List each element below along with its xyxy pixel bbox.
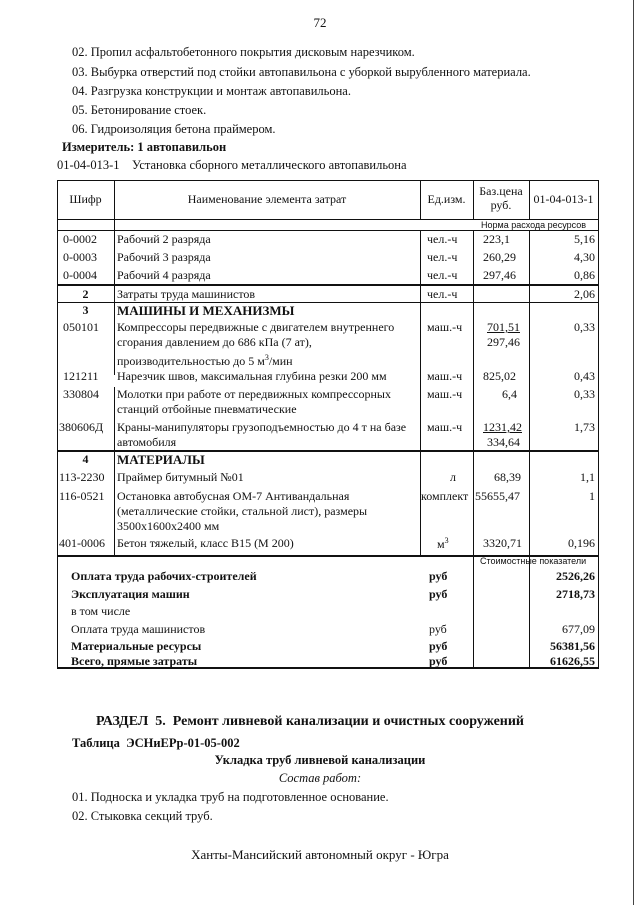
row-name: Рабочий 4 разряда [117, 268, 211, 282]
work-item: 01. Подноска и укладка труб на подготовленное основание. [72, 790, 389, 804]
section-header: МАТЕРИАЛЫ [117, 452, 205, 467]
row-unit: маш.-ч [427, 387, 463, 401]
total-name: Материальные ресурсы [71, 639, 202, 653]
total-name: Оплата труда машинистов [71, 622, 206, 636]
row-name: Нарезчик швов, максимальная глубина резки 200 мм [117, 369, 387, 383]
row-price: 3320,71 [483, 536, 522, 550]
row-price-2: 297,46 [487, 335, 520, 349]
row-code: 0-0004 [63, 268, 97, 282]
row-unit: маш.-ч [427, 320, 463, 334]
row-value: 0,33 [574, 320, 595, 334]
row-name: Праймер битумный №01 [117, 470, 244, 484]
header-unit: Ед.изм. [427, 192, 466, 206]
header-name: Наименование элемента затрат [187, 192, 347, 206]
row-value: 0,86 [574, 268, 595, 282]
row-unit: чел.-ч [427, 250, 458, 264]
works-title: Состав работ: [278, 771, 362, 785]
section-title: РАЗДЕЛ 5. Ремонт ливневой канализации и очистных сооружений [96, 714, 524, 729]
row-code: 3 [82, 303, 89, 317]
row-value: 0,43 [574, 369, 595, 383]
meter-label: Измеритель: 1 автопавильон [62, 140, 227, 154]
row-price: 223,1 [483, 232, 510, 246]
row-unit: чел.-ч [427, 232, 458, 246]
norm-code-line: 01-04-013-1 Установка сборного металлического автопавильона [57, 158, 407, 172]
work-item: 02. Пропил асфальтобетонного покрытия дисковым нарезчиком. [72, 45, 415, 59]
row-code: 0-0003 [63, 250, 97, 264]
row-code: 116-0521 [59, 489, 105, 503]
work-item: 05. Бетонирование стоек. [72, 103, 207, 117]
row-unit: $м^3$ [437, 536, 449, 551]
page-edge-line [633, 0, 634, 905]
page-number: 72 [313, 15, 327, 30]
row-code: 113-2230 [59, 470, 105, 484]
row-value: 5,16 [574, 232, 595, 246]
row-price: 701,51 [487, 320, 520, 334]
row-price: 55655,47 [475, 489, 520, 503]
row-value: 0,33 [574, 387, 595, 401]
row-code: 330804 [63, 387, 99, 401]
row-unit: чел.-ч [427, 268, 458, 282]
work-item: 06. Гидроизоляция бетона праймером. [72, 122, 276, 136]
row-price: 1231,42 [483, 420, 522, 434]
work-item: 04. Разгрузка конструкции и монтаж автопавильона. [72, 84, 351, 98]
table-name: Таблица ЭСНиЕРр-01-05-002 [72, 736, 240, 750]
row-price: 297,46 [483, 268, 516, 282]
row-price: 6,4 [502, 387, 517, 401]
row-code: 401-0006 [59, 536, 105, 550]
resource-table [57, 180, 599, 669]
total-name: Всего, прямые затраты [71, 654, 198, 668]
row-name: Рабочий 3 разряда [117, 250, 211, 264]
row-code: 4 [82, 452, 89, 466]
work-item: 03. Выбурка отверстий под стойки автопавильона с уборкой вырубленного материала. [72, 65, 531, 79]
row-name: Рабочий 2 разряда [117, 232, 211, 246]
row-unit: маш.-ч [427, 369, 463, 383]
row-unit: комплект [421, 489, 469, 503]
row-value: 1,1 [580, 470, 595, 484]
row-value: 4,30 [574, 250, 595, 264]
cost-label: Стоимостные показатели [480, 556, 587, 566]
total-value: 56381,56 [550, 639, 595, 653]
footer: Ханты-Мансийский автономный округ - Югра [191, 847, 449, 862]
header-norm-code: 01-04-013-1 [533, 192, 594, 206]
row-code: 380606Д [59, 420, 104, 434]
total-name: в том числе [71, 604, 131, 618]
row-name: Затраты труда машинистов [117, 287, 256, 301]
row-code: 121211 [63, 369, 99, 383]
row-price: 68,39 [494, 470, 521, 484]
norm-label: Норма расхода ресурсов [481, 220, 586, 230]
header-code: Шифр [69, 192, 102, 206]
row-name: Молотки при работе от передвижных компрессорных станций отбойные пневматические [117, 387, 391, 416]
row-value: 2,06 [574, 287, 595, 301]
row-unit: чел.-ч [427, 287, 458, 301]
row-price-2: 334,64 [487, 435, 520, 449]
row-price: 260,29 [483, 250, 516, 264]
total-value: 61626,55 [550, 654, 595, 668]
total-name: Эксплуатация машин [71, 587, 190, 601]
row-code: 2 [82, 287, 89, 301]
row-value: 1 [589, 489, 595, 503]
row-unit: л [450, 470, 456, 484]
work-item: 02. Стыковка секций труб. [72, 809, 213, 823]
row-name: Бетон тяжелый, класс B15 (М 200) [117, 536, 294, 550]
total-unit: руб [429, 622, 447, 636]
row-name: Остановка автобусная ОМ-7 Антивандальная (металлические стойки, стальной лист), размеры 3500х1600х2400 мм [117, 489, 368, 533]
total-name: Оплата труда рабочих-строителей [71, 569, 257, 583]
row-value: 0,196 [568, 536, 595, 550]
total-value: 2526,26 [556, 569, 595, 583]
total-unit: руб [429, 587, 448, 601]
row-name: Краны-манипуляторы грузоподъемностью до 4 т на базе автомобиля [117, 420, 407, 449]
section-header: МАШИНЫ И МЕХАНИЗМЫ [117, 303, 295, 318]
row-code: 0-0002 [63, 232, 97, 246]
row-price: 825,02 [483, 369, 516, 383]
total-value: 677,09 [562, 622, 595, 636]
row-code: 050101 [63, 320, 99, 334]
total-unit: руб [429, 639, 448, 653]
row-unit: маш.-ч [427, 420, 463, 434]
row-name: Компрессоры передвижные с двигателем внутреннего сгорания давлением до 686 кПа (7 ат), производительностью до 5 $м^3$/мин [117, 320, 395, 368]
total-unit: руб [429, 654, 448, 668]
header-price: Баз.цена руб. [479, 184, 523, 212]
total-value: 2718,73 [556, 587, 595, 601]
subtitle: Укладка труб ливневой канализации [214, 753, 426, 767]
row-value: 1,73 [574, 420, 595, 434]
total-unit: руб [429, 569, 448, 583]
